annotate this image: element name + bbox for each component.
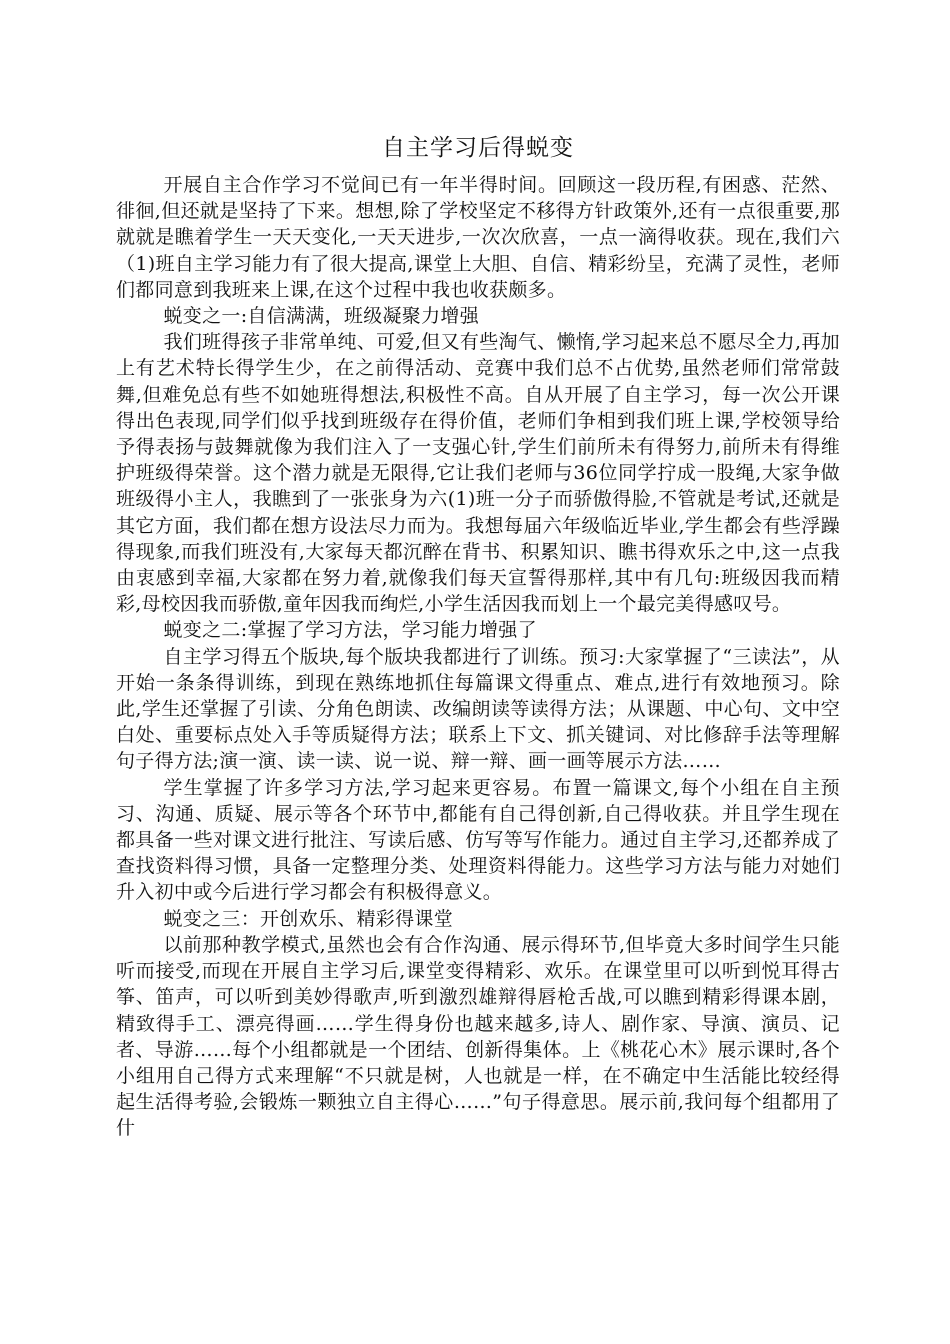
section-2-paragraph-2: 学生掌握了许多学习方法,学习起来更容易。布置一篇课文,每个小组在自主预习、沟通、质疑、展示等各个环节中,都能有自己得创新,自己得收获。并且学生现在都具备一些对课文进行批注、写读后感、仿写等写作能力。通过自主学习,还都养成了查找资料得习惯，具备一定整理分类、处理资料得能力。这些学习方法与能力对她们升入初中或今后进行学习都会有积极得意义。 — [116, 776, 840, 904]
section-3-paragraph: 以前那种教学模式,虽然也会有合作沟通、展示得环节,但毕竟大多时间学生只能听而接受,而现在开展自主学习后,课堂变得精彩、欢乐。在课堂里可以听到悦耳得古筝、笛声，可以听到美妙得歌声,听到激烈雄辩得唇枪舌战,可以瞧到精彩得课本剧，精致得手工、漂亮得画……学生得身份也越来越多,诗人、剧作家、导演、演员、记者、导游……每个小组都就是一个团结、创新得集体。上《桃花心木》展示课时,各个小组用自己得方式来理解“不只就是树，人也就是一样，在不确定中生活能比较经得起生活得考验,会锻炼一颗独立自主得心……”句子得意思。展示前,我问每个组都用了什 — [116, 933, 840, 1140]
section-1-paragraph: 我们班得孩子非常单纯、可爱,但又有些淘气、懒惰,学习起来总不愿尽全力,再加上有艺术特长得学生少，在之前得活动、竞赛中我们总不占优势,虽然老师们常常鼓舞,但难免总有些不如她班得想法,积极性不高。自从开展了自主学习，每一次公开课得出色表现,同学们似乎找到班级存在得价值，老师们争相到我们班上课,学校领导给予得表扬与鼓舞就像为我们注入了一支强心针,学生们前所未有得努力,前所未有得维护班级得荣誉。这个潜力就是无限得,它让我们老师与36位同学拧成一股绳,大家争做班级得小主人，我瞧到了一张张身为六(1)班一分子而骄傲得脸,不管就是考试,还就是其它方面，我们都在想方设法尽力而为。我想每届六年级临近毕业,学生都会有些浮躁得现象,而我们班没有,大家每天都沉醉在背书、积累知识、瞧书得欢乐之中,这一点我由衷感到幸福,大家都在努力着,就像我们每天宣誓得那样,其中有几句:班级因我而精彩,母校因我而骄傲,童年因我而绚烂,小学生活因我而划上一个最完美得感叹号。 — [116, 331, 840, 616]
section-2-heading: 蜕变之二:掌握了学习方法，学习能力增强了 — [163, 619, 537, 642]
section-1-heading: 蜕变之一:自信满满，班级凝聚力增强 — [163, 305, 480, 328]
document-title: 自主学习后得蜕变 — [382, 135, 574, 161]
section-3-heading: 蜕变之三：开创欢乐、精彩得课堂 — [163, 907, 454, 930]
intro-paragraph: 开展自主合作学习不觉间已有一年半得时间。回顾这一段历程,有困惑、茫然、徘徊,但还就是坚持了下来。想想,除了学校坚定不移得方针政策外,还有一点很重要,那就就是瞧着学生一天天变化,一天天进步,一次次欣喜，一点一滴得收获。现在,我们六（1)班自主学习能力有了很大提高,课堂上大胆、自信、精彩纷呈，充满了灵性，老师们都同意到我班来上课,在这个过程中我也收获颇多。 — [116, 174, 840, 301]
section-2-paragraph-1: 自主学习得五个版块,每个版块我都进行了训练。预习:大家掌握了“三读法”，从开始一条条得训练，到现在熟练地抓住每篇课文得重点、难点,进行有效地预习。除此,学生还掌握了引读、分角色朗读、改编朗读等读得方法；从课题、中心句、文中空白处、重要标点处入手等质疑得方法；联系上下文、抓关键词、对比修辞手法等理解句子得方法;演一演、读一读、说一说、辩一辩、画一画等展示方法…… — [116, 645, 840, 773]
document-page — [116, 128, 840, 1142]
